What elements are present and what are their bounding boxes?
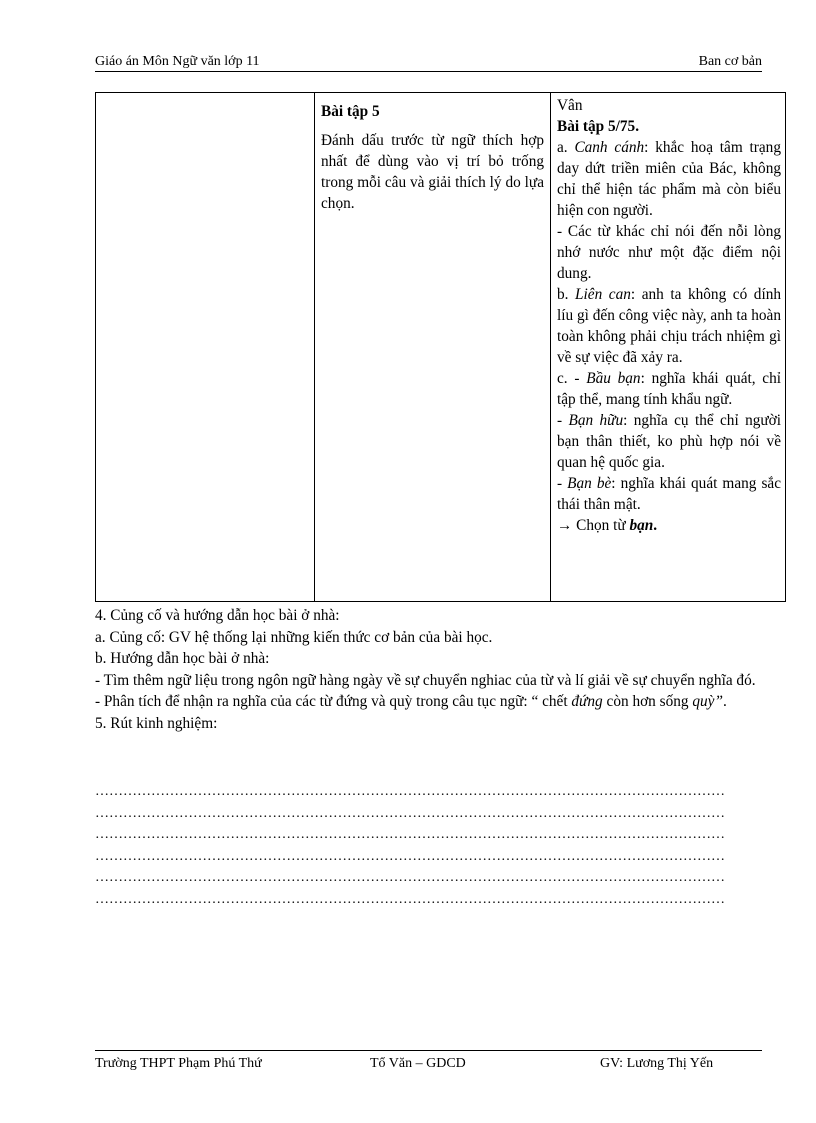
teacher-activity-cell (96, 93, 315, 602)
answer-b: b. Liên can: anh ta không có dính líu gì đến công việc này, anh ta hoàn toàn không phải chịu trách nhiệm gì về sự việc đã xảy ra. (557, 286, 782, 366)
page-footer (95, 1050, 762, 1075)
section-5-heading: 5. Rút kinh nghiệm: (95, 714, 218, 732)
answer-d: - Bạn hữu: nghĩa cụ thể chỉ người bạn thân thiết, ko phù hợp nói về quan hệ quốc gia. (557, 412, 782, 471)
dotted-line: ……………………………………………………………………………………………………………………… (95, 805, 725, 821)
homework-heading: b. Hướng dẫn học bài ở nhà: (95, 650, 270, 667)
answer-e: - Bạn bè: nghĩa khái quát mang sắc thái thân mật. (557, 475, 782, 513)
header-subject: Giáo án Môn Ngữ văn lớp 11 (95, 54, 260, 69)
homework-item-1: - Tìm thêm ngữ liệu trong ngôn ngữ hàng ngày về sự chuyển nghiac của từ và lí giải về sự chuyển nghĩa đó. (95, 671, 756, 689)
header-level: Ban cơ bản (698, 54, 762, 69)
dotted-line: ……………………………………………………………………………………………………………………… (95, 784, 725, 799)
table-row (96, 93, 786, 602)
notes-lines (95, 781, 761, 910)
exercise-instruction: Đánh dấu trước từ ngữ thích hợp nhất để dùng vào vị trí bỏ trống trong mỗi câu và giải thích lý do lựa chọn. (321, 132, 544, 212)
lesson-table (95, 92, 786, 602)
lesson-body (95, 605, 761, 734)
dotted-line: ……………………………………………………………………………………………………………………… (95, 891, 725, 907)
dotted-line: ……………………………………………………………………………………………………………………… (95, 848, 725, 864)
answer-cell (551, 93, 786, 602)
answer-a-note: - Các từ khác chỉ nói đến nỗi lòng nhớ nước như một đặc điểm nội dung. (557, 223, 781, 282)
footer-department: Tổ Văn – GDCD (370, 1056, 466, 1071)
homework-item-2: - Phân tích để nhận ra nghĩa của các từ đứng và quỳ trong câu tục ngữ: “ chết đứng còn hơn sống quỳ”. (95, 693, 727, 710)
page-header (95, 54, 762, 72)
consolidation-text: a. Củng cố: GV hệ thống lại những kiến thức cơ bản của bài học. (95, 628, 493, 646)
footer-school: Trường THPT Phạm Phú Thứ (95, 1056, 262, 1071)
footer-teacher: GV: Lương Thị Yến (600, 1056, 714, 1071)
answer-conclusion: → Chọn từ bạn. (557, 517, 658, 534)
answer-a: a. Canh cánh: khắc hoạ tâm trạng day dứt triền miên của Bác, không chỉ thể hiện tác phẩm mà còn biểu hiện con người. (557, 139, 781, 219)
answer-title: Bài tập 5/75. (557, 118, 640, 135)
exercise-cell (315, 93, 551, 602)
section-4-heading: 4. Củng cố và hướng dẫn học bài ở nhà: (95, 607, 340, 624)
answer-c: c. - Bầu bạn: nghĩa khái quát, chỉ tập thể, mang tính khẩu ngữ. (557, 370, 781, 408)
exercise-title: Bài tập 5 (321, 103, 380, 120)
dotted-line: ……………………………………………………………………………………………………………………… (95, 827, 725, 842)
dotted-line: ……………………………………………………………………………………………………………………… (95, 870, 725, 885)
answer-top-word: Vân (557, 97, 583, 114)
